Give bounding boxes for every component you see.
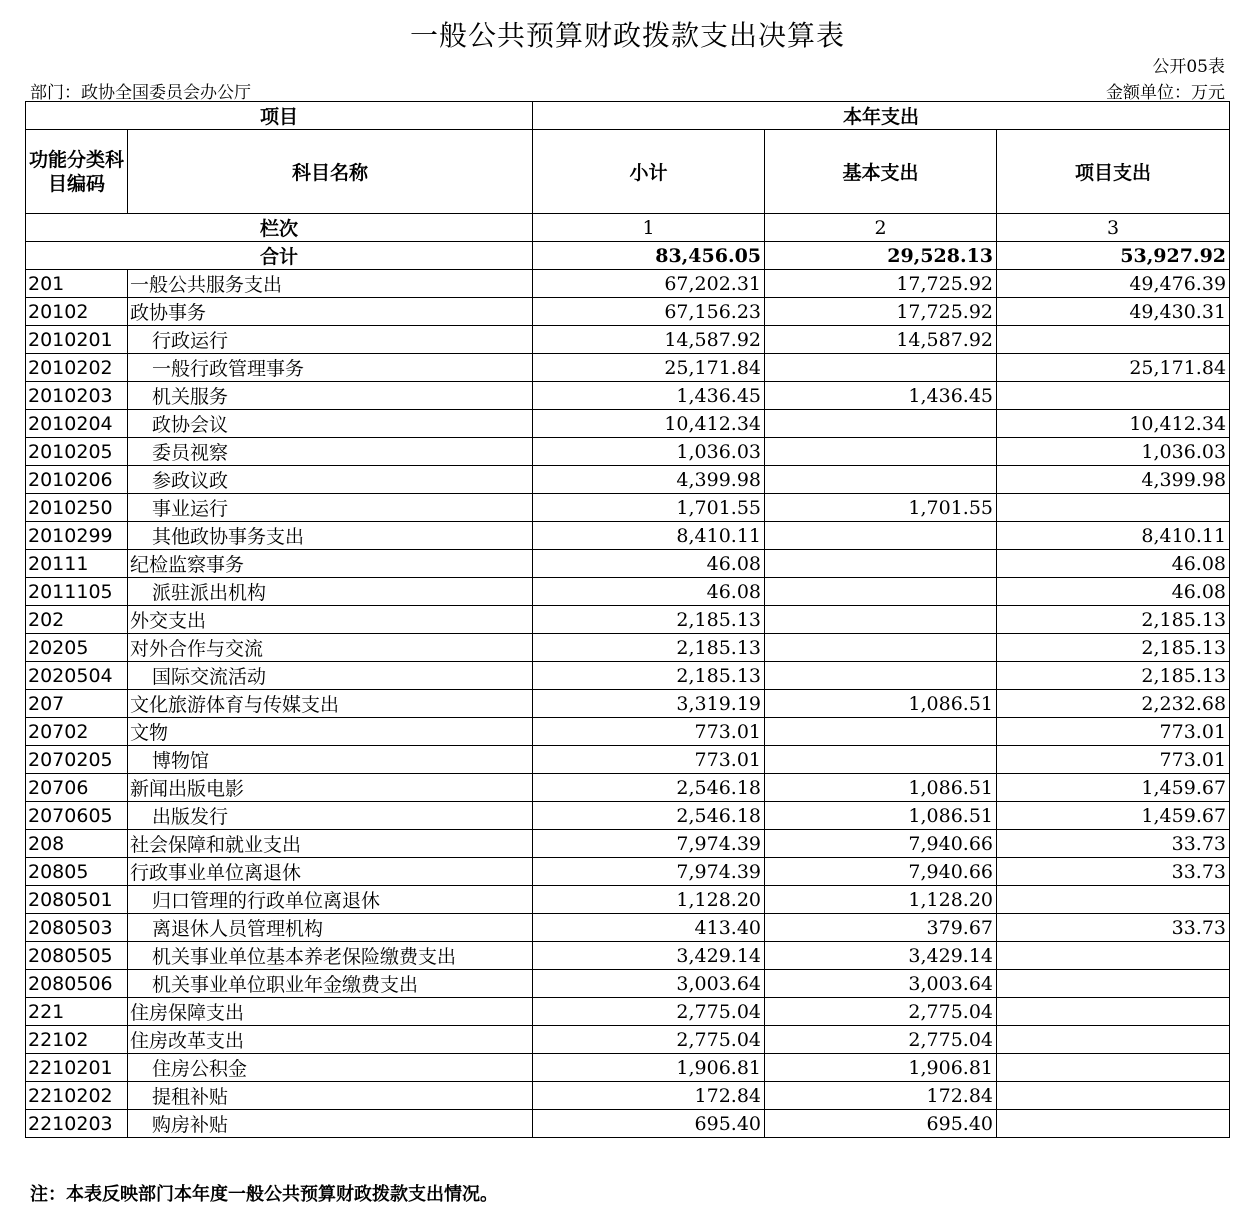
row-basic: 3,429.14 [765, 942, 997, 970]
row-basic: 1,086.51 [765, 690, 997, 718]
row-code: 2010299 [26, 522, 128, 550]
row-subject-name: 机关服务 [128, 382, 533, 410]
row-basic: 1,128.20 [765, 886, 997, 914]
row-subtotal: 773.01 [533, 718, 765, 746]
row-basic: 14,587.92 [765, 326, 997, 354]
column-index-row [26, 214, 1230, 242]
row-code: 20702 [26, 718, 128, 746]
row-subject-name: 住房公积金 [128, 1054, 533, 1082]
row-code: 2070605 [26, 802, 128, 830]
row-subject-name: 事业运行 [128, 494, 533, 522]
row-project: 1,036.03 [997, 438, 1230, 466]
header-row-top [26, 102, 1230, 130]
row-code: 2080501 [26, 886, 128, 914]
row-basic [765, 550, 997, 578]
table-row [26, 550, 1230, 578]
row-project [997, 382, 1230, 410]
table-row [26, 914, 1230, 942]
row-basic: 1,086.51 [765, 802, 997, 830]
table-row [26, 830, 1230, 858]
row-subtotal: 7,974.39 [533, 858, 765, 886]
table-row [26, 606, 1230, 634]
table-row [26, 466, 1230, 494]
table-row [26, 1026, 1230, 1054]
row-subject-name: 委员视察 [128, 438, 533, 466]
row-project: 33.73 [997, 830, 1230, 858]
table-row [26, 326, 1230, 354]
row-subject-name: 购房补贴 [128, 1110, 533, 1138]
row-subject-name: 政协会议 [128, 410, 533, 438]
table-row [26, 998, 1230, 1026]
total-row [26, 242, 1230, 270]
row-code: 20102 [26, 298, 128, 326]
table-row [26, 746, 1230, 774]
row-code: 221 [26, 998, 128, 1026]
row-project: 33.73 [997, 858, 1230, 886]
table-row [26, 1110, 1230, 1138]
row-code: 202 [26, 606, 128, 634]
row-subtotal: 1,036.03 [533, 438, 765, 466]
table-row [26, 858, 1230, 886]
unit-label: 金额单位：万元 [1106, 83, 1225, 103]
table-row [26, 802, 1230, 830]
expenditure-table [25, 101, 1230, 1138]
column-index-3: 3 [997, 214, 1230, 242]
row-subject-name: 新闻出版电影 [128, 774, 533, 802]
table-row [26, 1082, 1230, 1110]
table-row [26, 774, 1230, 802]
row-basic: 2,775.04 [765, 998, 997, 1026]
table-row [26, 270, 1230, 298]
row-code: 20111 [26, 550, 128, 578]
row-project: 49,476.39 [997, 270, 1230, 298]
row-code: 2210202 [26, 1082, 128, 1110]
column-index-2: 2 [765, 214, 997, 242]
table-row [26, 1054, 1230, 1082]
row-code: 20205 [26, 634, 128, 662]
row-subject-name: 住房改革支出 [128, 1026, 533, 1054]
row-project: 8,410.11 [997, 522, 1230, 550]
row-project: 49,430.31 [997, 298, 1230, 326]
row-basic: 1,906.81 [765, 1054, 997, 1082]
row-project [997, 942, 1230, 970]
row-subtotal: 2,185.13 [533, 606, 765, 634]
row-basic: 379.67 [765, 914, 997, 942]
row-subtotal: 25,171.84 [533, 354, 765, 382]
row-project: 2,232.68 [997, 690, 1230, 718]
row-project [997, 1054, 1230, 1082]
row-subtotal: 773.01 [533, 746, 765, 774]
row-basic: 695.40 [765, 1110, 997, 1138]
row-code: 2080505 [26, 942, 128, 970]
row-code: 20706 [26, 774, 128, 802]
row-code: 2011105 [26, 578, 128, 606]
row-subtotal: 3,319.19 [533, 690, 765, 718]
row-project: 4,399.98 [997, 466, 1230, 494]
row-basic: 1,086.51 [765, 774, 997, 802]
row-basic [765, 466, 997, 494]
table-row [26, 718, 1230, 746]
row-project: 773.01 [997, 718, 1230, 746]
row-code: 2020504 [26, 662, 128, 690]
row-subject-name: 离退休人员管理机构 [128, 914, 533, 942]
row-basic [765, 578, 997, 606]
row-code: 207 [26, 690, 128, 718]
row-project [997, 494, 1230, 522]
row-project [997, 1082, 1230, 1110]
row-project: 46.08 [997, 578, 1230, 606]
row-basic: 17,725.92 [765, 270, 997, 298]
row-subject-name: 纪检监察事务 [128, 550, 533, 578]
header-func-code: 功能分类科目编码 [26, 130, 128, 214]
row-subtotal: 67,156.23 [533, 298, 765, 326]
row-subtotal: 1,701.55 [533, 494, 765, 522]
row-subtotal: 14,587.92 [533, 326, 765, 354]
row-subtotal: 1,128.20 [533, 886, 765, 914]
row-subtotal: 46.08 [533, 578, 765, 606]
row-subtotal: 67,202.31 [533, 270, 765, 298]
row-subject-name: 一般行政管理事务 [128, 354, 533, 382]
row-code: 2010203 [26, 382, 128, 410]
row-subject-name: 出版发行 [128, 802, 533, 830]
row-basic [765, 718, 997, 746]
row-subject-name: 对外合作与交流 [128, 634, 533, 662]
row-basic [765, 438, 997, 466]
total-label: 合计 [26, 242, 533, 270]
row-basic [765, 662, 997, 690]
row-subject-name: 机关事业单位基本养老保险缴费支出 [128, 942, 533, 970]
header-subject-name: 科目名称 [128, 130, 533, 214]
row-basic: 3,003.64 [765, 970, 997, 998]
table-row [26, 942, 1230, 970]
row-basic [765, 354, 997, 382]
row-subtotal: 2,775.04 [533, 1026, 765, 1054]
row-project [997, 970, 1230, 998]
row-code: 2010201 [26, 326, 128, 354]
row-code: 2010205 [26, 438, 128, 466]
row-basic [765, 522, 997, 550]
row-code: 2210203 [26, 1110, 128, 1138]
row-code: 2010206 [26, 466, 128, 494]
row-subject-name: 国际交流活动 [128, 662, 533, 690]
row-code: 2010204 [26, 410, 128, 438]
row-project [997, 1026, 1230, 1054]
row-subtotal: 2,546.18 [533, 802, 765, 830]
header-basic: 基本支出 [765, 130, 997, 214]
table-row [26, 522, 1230, 550]
row-project: 10,412.34 [997, 410, 1230, 438]
total-project: 53,927.92 [997, 242, 1230, 270]
header-project: 项目 [26, 102, 533, 130]
row-code: 20805 [26, 858, 128, 886]
header-subtotal: 小计 [533, 130, 765, 214]
department-label: 部门：政协全国委员会办公厅 [30, 83, 251, 103]
row-subject-name: 参政议政 [128, 466, 533, 494]
row-code: 2070205 [26, 746, 128, 774]
form-code: 公开05表 [1152, 57, 1225, 77]
row-subtotal: 2,775.04 [533, 998, 765, 1026]
column-index-label: 栏次 [26, 214, 533, 242]
row-subject-name: 行政事业单位离退休 [128, 858, 533, 886]
row-project: 46.08 [997, 550, 1230, 578]
table-row [26, 494, 1230, 522]
row-subject-name: 文化旅游体育与传媒支出 [128, 690, 533, 718]
row-subtotal: 1,906.81 [533, 1054, 765, 1082]
row-project: 2,185.13 [997, 634, 1230, 662]
row-subject-name: 行政运行 [128, 326, 533, 354]
row-code: 2080503 [26, 914, 128, 942]
row-code: 2010202 [26, 354, 128, 382]
row-subject-name: 其他政协事务支出 [128, 522, 533, 550]
row-subject-name: 派驻派出机构 [128, 578, 533, 606]
table-row [26, 410, 1230, 438]
table-row [26, 298, 1230, 326]
row-basic: 172.84 [765, 1082, 997, 1110]
total-subtotal: 83,456.05 [533, 242, 765, 270]
row-subject-name: 一般公共服务支出 [128, 270, 533, 298]
header-project-exp: 项目支出 [997, 130, 1230, 214]
row-subject-name: 归口管理的行政单位离退休 [128, 886, 533, 914]
row-subject-name: 社会保障和就业支出 [128, 830, 533, 858]
row-project: 1,459.67 [997, 802, 1230, 830]
row-subtotal: 695.40 [533, 1110, 765, 1138]
page-title: 一般公共预算财政拨款支出决算表 [409, 19, 845, 52]
row-code: 2080506 [26, 970, 128, 998]
row-code: 2210201 [26, 1054, 128, 1082]
row-basic [765, 606, 997, 634]
row-project: 773.01 [997, 746, 1230, 774]
footnote: 注：本表反映部门本年度一般公共预算财政拨款支出情况。 [30, 1184, 498, 1205]
row-project: 2,185.13 [997, 662, 1230, 690]
row-subtotal: 3,429.14 [533, 942, 765, 970]
row-subject-name: 政协事务 [128, 298, 533, 326]
row-basic: 7,940.66 [765, 858, 997, 886]
table-row [26, 354, 1230, 382]
table-row [26, 578, 1230, 606]
row-subject-name: 机关事业单位职业年金缴费支出 [128, 970, 533, 998]
row-subtotal: 172.84 [533, 1082, 765, 1110]
row-subtotal: 8,410.11 [533, 522, 765, 550]
row-project: 2,185.13 [997, 606, 1230, 634]
row-code: 22102 [26, 1026, 128, 1054]
row-project [997, 326, 1230, 354]
row-subject-name: 外交支出 [128, 606, 533, 634]
row-basic [765, 634, 997, 662]
row-project [997, 886, 1230, 914]
row-subject-name: 博物馆 [128, 746, 533, 774]
row-subtotal: 1,436.45 [533, 382, 765, 410]
row-subject-name: 住房保障支出 [128, 998, 533, 1026]
row-project: 25,171.84 [997, 354, 1230, 382]
row-project: 1,459.67 [997, 774, 1230, 802]
row-subject-name: 文物 [128, 718, 533, 746]
row-basic: 7,940.66 [765, 830, 997, 858]
table-row [26, 634, 1230, 662]
row-subtotal: 2,185.13 [533, 662, 765, 690]
header-current-year: 本年支出 [533, 102, 1230, 130]
row-basic [765, 410, 997, 438]
row-subtotal: 10,412.34 [533, 410, 765, 438]
table-row [26, 382, 1230, 410]
column-index-1: 1 [533, 214, 765, 242]
row-basic: 1,436.45 [765, 382, 997, 410]
row-subtotal: 46.08 [533, 550, 765, 578]
row-basic: 17,725.92 [765, 298, 997, 326]
row-project: 33.73 [997, 914, 1230, 942]
table-row [26, 690, 1230, 718]
header-row-columns [26, 130, 1230, 214]
row-subtotal: 2,185.13 [533, 634, 765, 662]
table-row [26, 438, 1230, 466]
row-code: 2010250 [26, 494, 128, 522]
row-project [997, 998, 1230, 1026]
row-subtotal: 413.40 [533, 914, 765, 942]
row-basic: 1,701.55 [765, 494, 997, 522]
total-basic: 29,528.13 [765, 242, 997, 270]
row-project [997, 1110, 1230, 1138]
row-basic [765, 746, 997, 774]
row-subtotal: 7,974.39 [533, 830, 765, 858]
table-row [26, 970, 1230, 998]
table-row [26, 662, 1230, 690]
row-subtotal: 4,399.98 [533, 466, 765, 494]
row-subtotal: 2,546.18 [533, 774, 765, 802]
row-code: 208 [26, 830, 128, 858]
row-basic: 2,775.04 [765, 1026, 997, 1054]
table-row [26, 886, 1230, 914]
row-subject-name: 提租补贴 [128, 1082, 533, 1110]
row-subtotal: 3,003.64 [533, 970, 765, 998]
row-code: 201 [26, 270, 128, 298]
